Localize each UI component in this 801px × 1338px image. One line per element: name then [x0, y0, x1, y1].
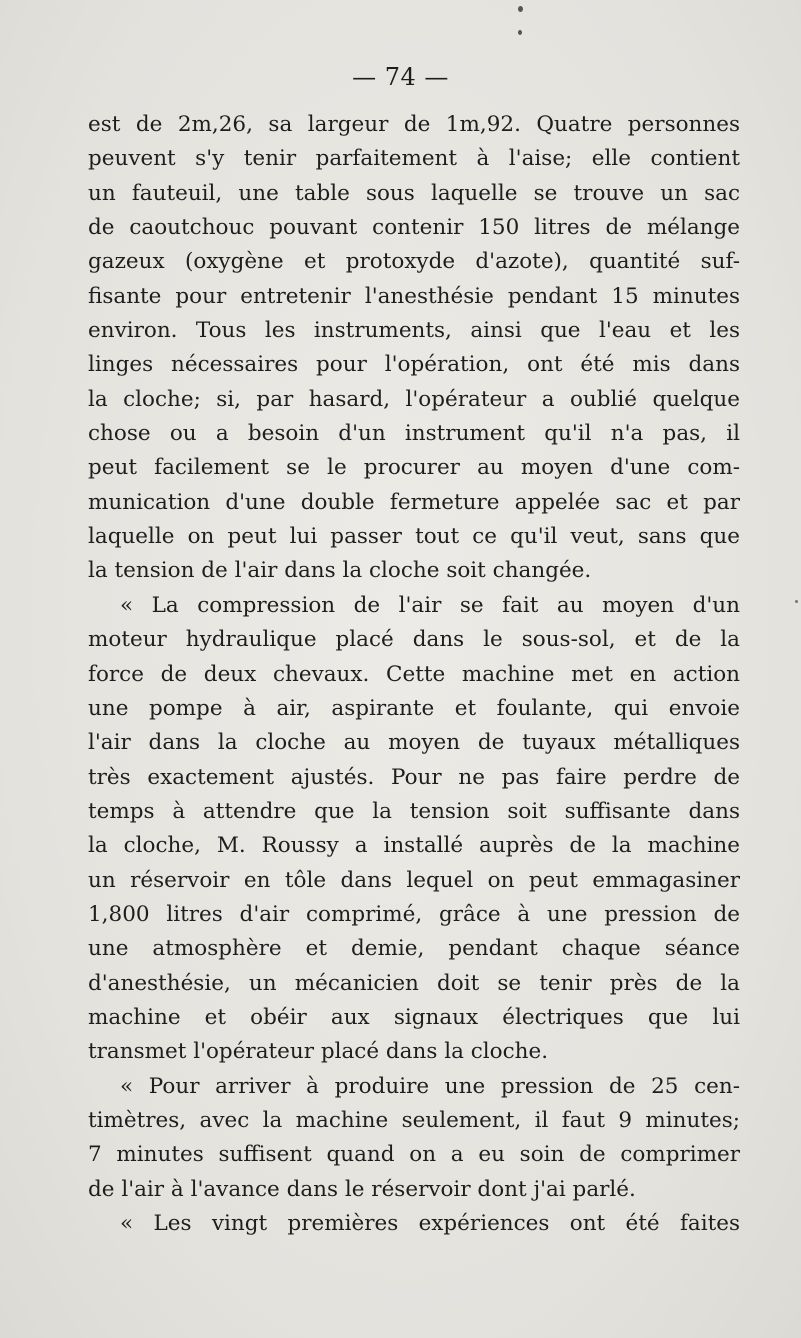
text-line: « Les vingt premières expériences ont été faites: [120, 1211, 740, 1236]
body-text: [88, 108, 740, 1241]
text-line: gazeux (oxygène et protoxyde d'azote), quantité suf-: [88, 249, 740, 275]
text-line: est de 2m,26, sa largeur de 1m,92. Quatre personnes: [88, 112, 740, 137]
text-line: laquelle on peut lui passer tout ce qu'il veut, sans que: [88, 524, 740, 550]
text-line: munication d'une double fermeture appelée sac et par: [88, 489, 740, 515]
text-line: de l'air à l'avance dans le réservoir dont j'ai parlé.: [88, 1176, 636, 1202]
text-line: la cloche; si, par hasard, l'opérateur a oublié quelque: [88, 386, 740, 412]
ink-speck: [795, 600, 798, 603]
text-line: peuvent s'y tenir parfaitement à l'aise; elle contient: [88, 146, 740, 172]
text-line: transmet l'opérateur placé dans la cloche.: [88, 1039, 549, 1065]
ink-speck: [518, 30, 522, 35]
text-line: timètres, avec la machine seulement, il faut 9 minutes;: [88, 1107, 740, 1133]
text-line: un réservoir en tôle dans lequel on peut emmagasiner: [88, 867, 740, 893]
ink-speck: [518, 6, 523, 12]
text-line: force de deux chevaux. Cette machine met en action: [88, 661, 740, 687]
text-line: « La compression de l'air se fait au moyen d'un: [120, 592, 740, 618]
text-line: un fauteuil, une table sous laquelle se trouve un sac: [88, 180, 740, 206]
text-line: une pompe à air, aspirante et foulante, qui envoie: [88, 695, 740, 721]
text-line: d'anesthésie, un mécanicien doit se tenir près de la: [88, 970, 740, 996]
text-line: une atmosphère et demie, pendant chaque séance: [88, 936, 740, 962]
page-number: — 74 —: [352, 63, 449, 91]
text-line: linges nécessaires pour l'opération, ont été mis dans: [88, 352, 740, 378]
text-line: environ. Tous les instruments, ainsi que l'eau et les: [88, 318, 740, 344]
text-line: moteur hydraulique placé dans le sous-sol, et de la: [88, 627, 740, 653]
text-line: machine et obéir aux signaux électriques que lui: [88, 1004, 740, 1030]
text-line: 7 minutes suffisent quand on a eu soin de comprimer: [88, 1142, 740, 1168]
text-line: la cloche, M. Roussy a installé auprès de la machine: [88, 833, 740, 859]
text-line: 1,800 litres d'air comprimé, grâce à une pression de: [88, 901, 740, 927]
text-line: très exactement ajustés. Pour ne pas faire perdre de: [88, 764, 740, 790]
text-line: chose ou a besoin d'un instrument qu'il n'a pas, il: [88, 421, 740, 447]
text-line: temps à attendre que la tension soit suffisante dans: [88, 798, 740, 824]
text-line: la tension de l'air dans la cloche soit changée.: [88, 558, 592, 584]
text-line: de caoutchouc pouvant contenir 150 litres de mélange: [88, 215, 740, 241]
text-line: l'air dans la cloche au moyen de tuyaux métalliques: [88, 730, 740, 756]
text-line: « Pour arriver à produire une pression de 25 cen-: [120, 1073, 740, 1099]
text-line: fisante pour entretenir l'anesthésie pendant 15 minutes: [88, 283, 740, 309]
text-line: peut facilement se le procurer au moyen d'une com-: [88, 455, 740, 481]
